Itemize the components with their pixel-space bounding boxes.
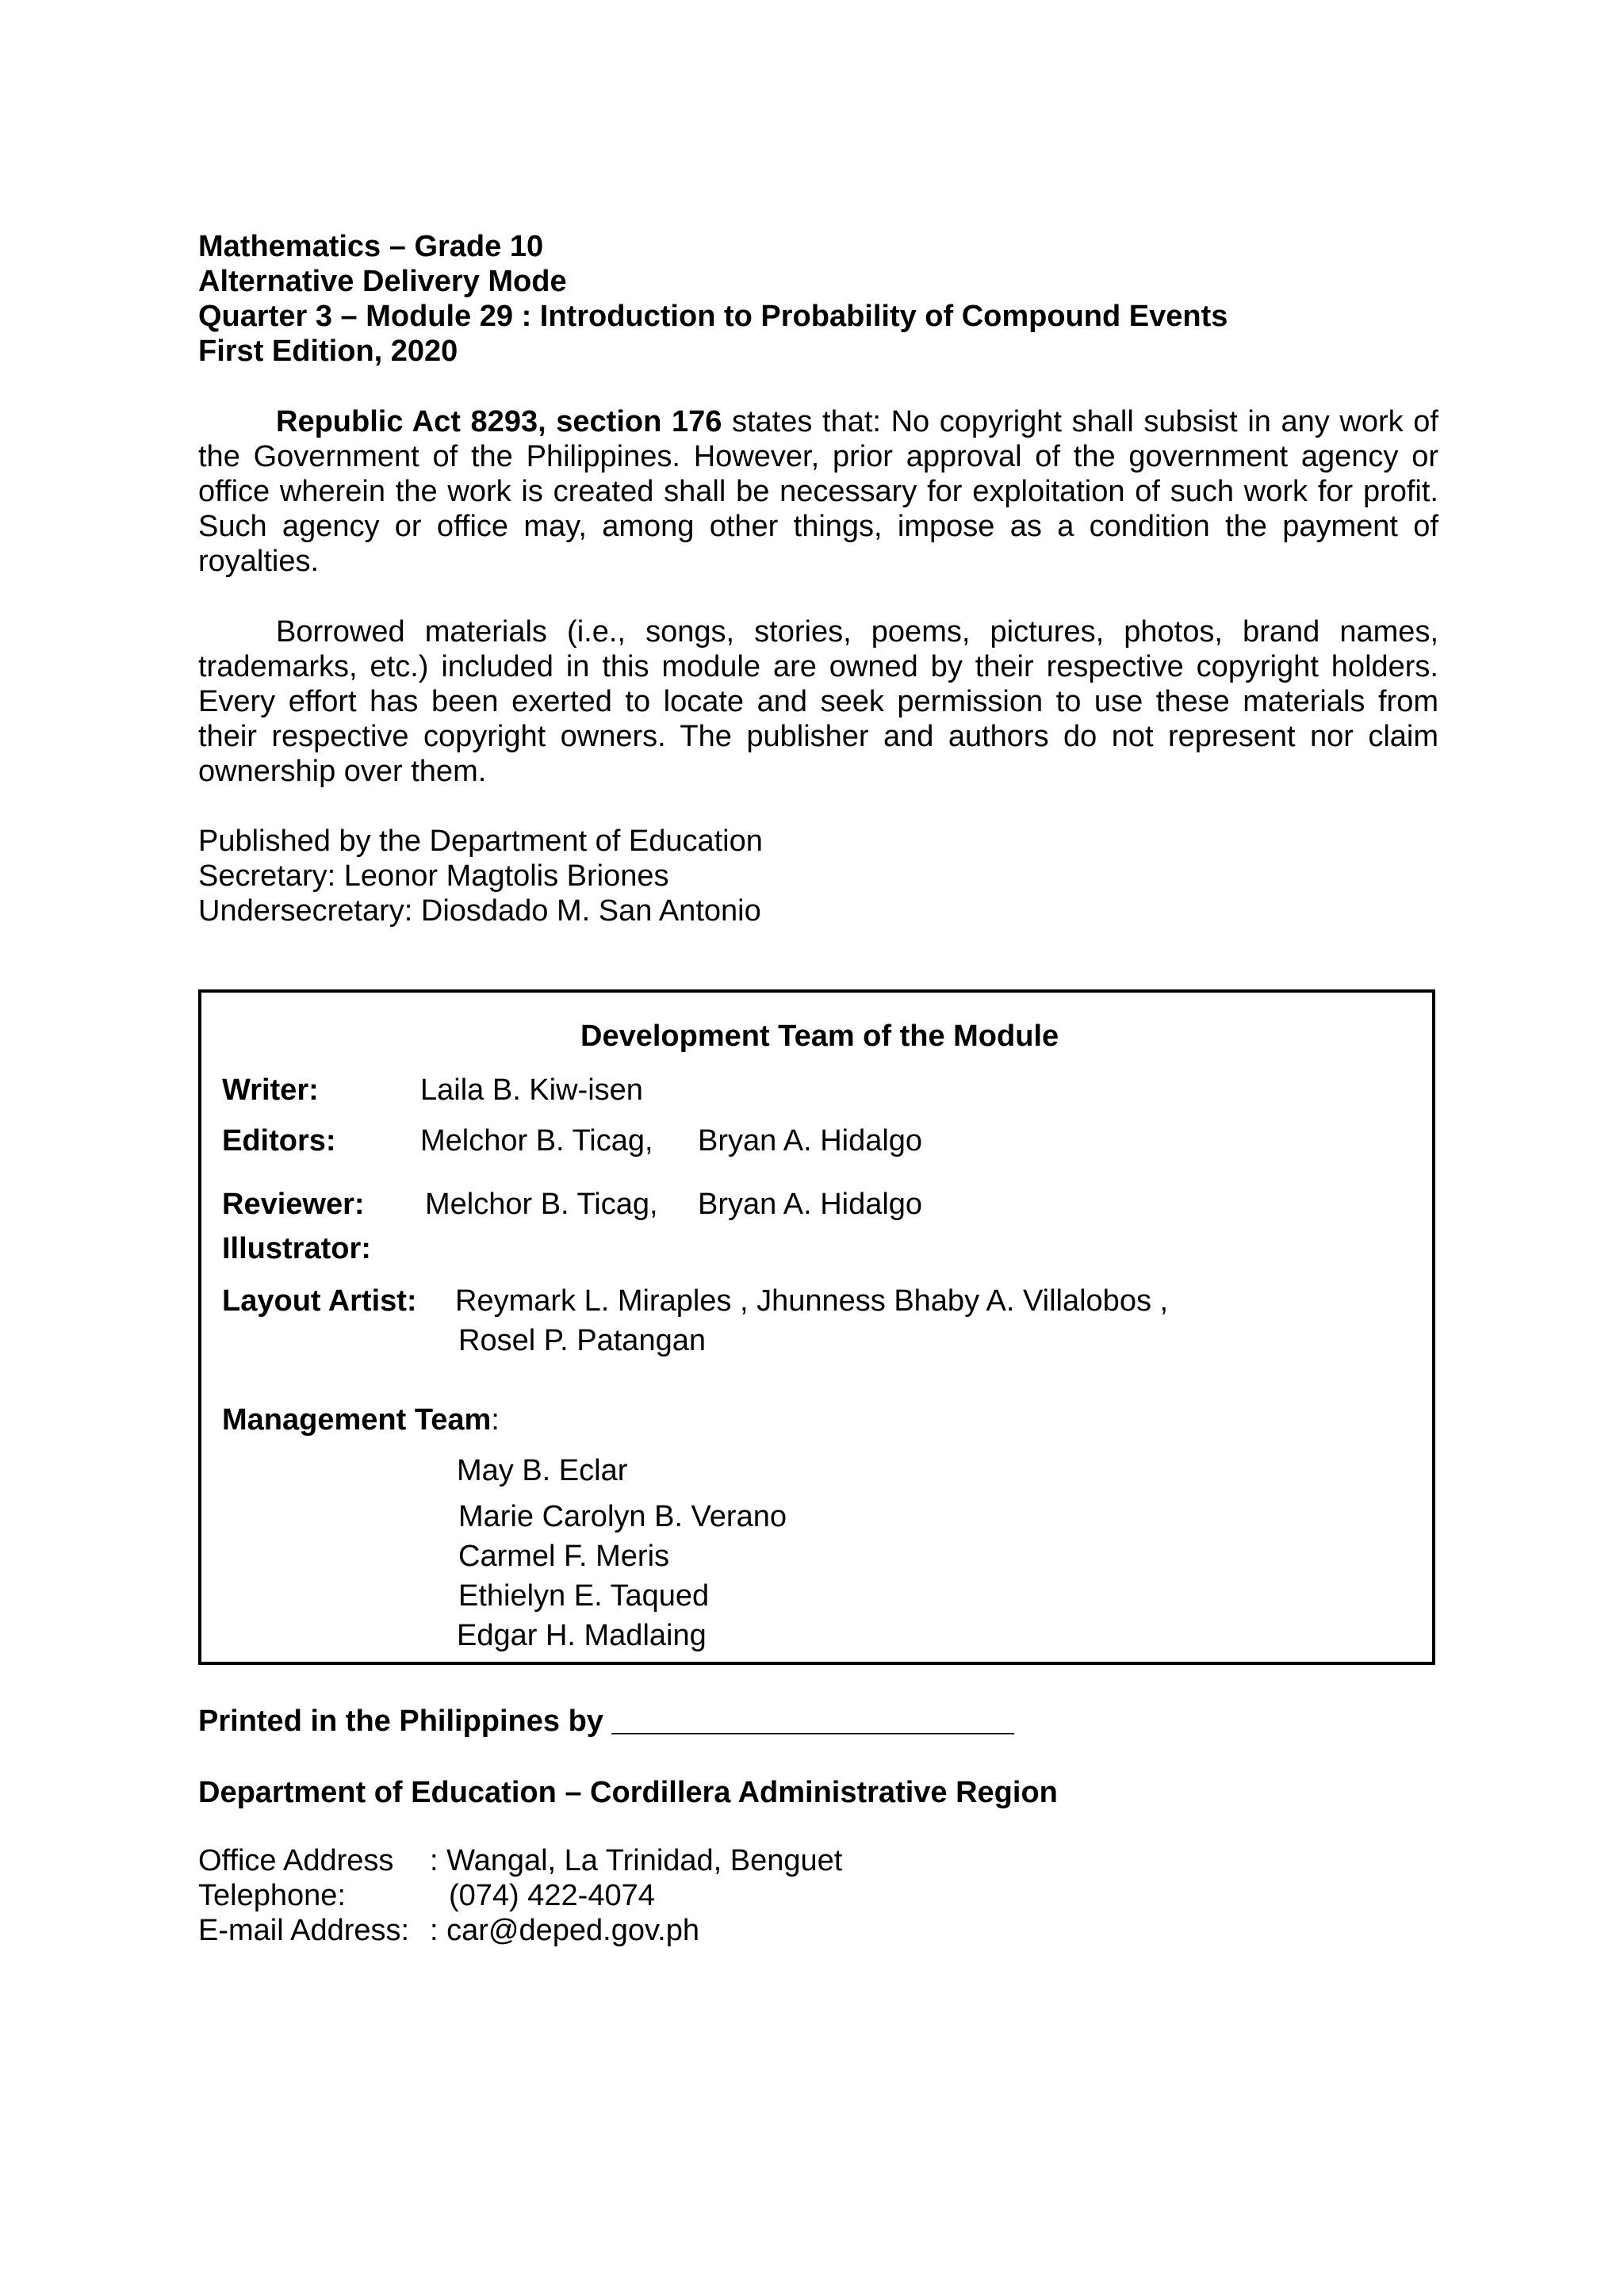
management-member: May B. Eclar bbox=[457, 1454, 628, 1487]
management-member: Edgar H. Madlaing bbox=[457, 1619, 707, 1652]
management-team-colon: : bbox=[491, 1403, 500, 1437]
published-by-line: Published by the Department of Education bbox=[198, 825, 763, 858]
telephone-label: Telephone: bbox=[198, 1879, 346, 1912]
undersecretary-line: Undersecretary: Diosdado M. San Antonio bbox=[198, 894, 761, 928]
delivery-mode-line: Alternative Delivery Mode bbox=[198, 265, 567, 298]
reviewer-name-2: Bryan A. Hidalgo bbox=[698, 1188, 923, 1221]
office-address-label: Office Address bbox=[198, 1844, 394, 1877]
management-member: Ethielyn E. Taqued bbox=[458, 1579, 710, 1613]
layout-artist-label: Layout Artist: bbox=[222, 1284, 417, 1318]
republic-act-reference: Republic Act 8293, section 176 bbox=[276, 405, 722, 438]
reviewer-name-1: Melchor B. Ticag, bbox=[425, 1188, 658, 1221]
email-value: : car@deped.gov.ph bbox=[430, 1914, 699, 1947]
module-title-line: Quarter 3 – Module 29 : Introduction to Probability of Compound Events bbox=[198, 300, 1228, 333]
office-address-value: : Wangal, La Trinidad, Benguet bbox=[430, 1844, 843, 1877]
editor-name-2: Bryan A. Hidalgo bbox=[698, 1124, 923, 1158]
edition-line: First Edition, 2020 bbox=[198, 335, 458, 368]
illustrator-label: Illustrator: bbox=[222, 1232, 371, 1265]
copyright-paragraph bbox=[198, 404, 1438, 579]
management-team-label: Management Team bbox=[222, 1403, 492, 1437]
copyright-statement: states that: No copyright shall subsist in any work of the Government of the Philippines. However, prior approval of the government agency or office wherein the work is created shall be necessary for exploitation of such work for profit. Such agency or office may, among other things, impose as a condition the payment of royalties. bbox=[198, 405, 1438, 578]
telephone-value: (074) 422-4074 bbox=[449, 1879, 655, 1912]
team-box-title: Development Team of the Module bbox=[580, 1020, 1059, 1053]
layout-artist-names-continued: Rosel P. Patangan bbox=[458, 1324, 706, 1357]
writer-label: Writer: bbox=[222, 1073, 319, 1107]
management-member: Carmel F. Meris bbox=[458, 1540, 670, 1573]
editor-name-1: Melchor B. Ticag, bbox=[420, 1124, 653, 1158]
secretary-line: Secretary: Leonor Magtolis Briones bbox=[198, 859, 669, 893]
printed-in-line: Printed in the Philippines by ________________________ bbox=[198, 1705, 1014, 1738]
writer-name: Laila B. Kiw-isen bbox=[420, 1073, 643, 1107]
editors-label: Editors: bbox=[222, 1124, 336, 1158]
reviewer-label: Reviewer: bbox=[222, 1188, 365, 1221]
deped-region-line: Department of Education – Cordillera Administrative Region bbox=[198, 1776, 1058, 1809]
layout-artist-names: Reymark L. Miraples , Jhunness Bhaby A. Villalobos , bbox=[455, 1284, 1169, 1318]
email-label: E-mail Address: bbox=[198, 1914, 410, 1947]
management-team-heading bbox=[222, 1403, 500, 1437]
development-team-box bbox=[198, 989, 1435, 1665]
management-member: Marie Carolyn B. Verano bbox=[458, 1500, 787, 1533]
subject-grade-line: Mathematics – Grade 10 bbox=[198, 230, 544, 263]
borrowed-materials-paragraph: Borrowed materials (i.e., songs, stories, poems, pictures, photos, brand names, trademarks, etc.) included in this module are owned by their respective copyright holders. Every effort has been exerted to locate and seek permission to use these materials from their respective copyright owners. The publisher and authors do not represent nor claim ownership over them. bbox=[198, 615, 1438, 788]
